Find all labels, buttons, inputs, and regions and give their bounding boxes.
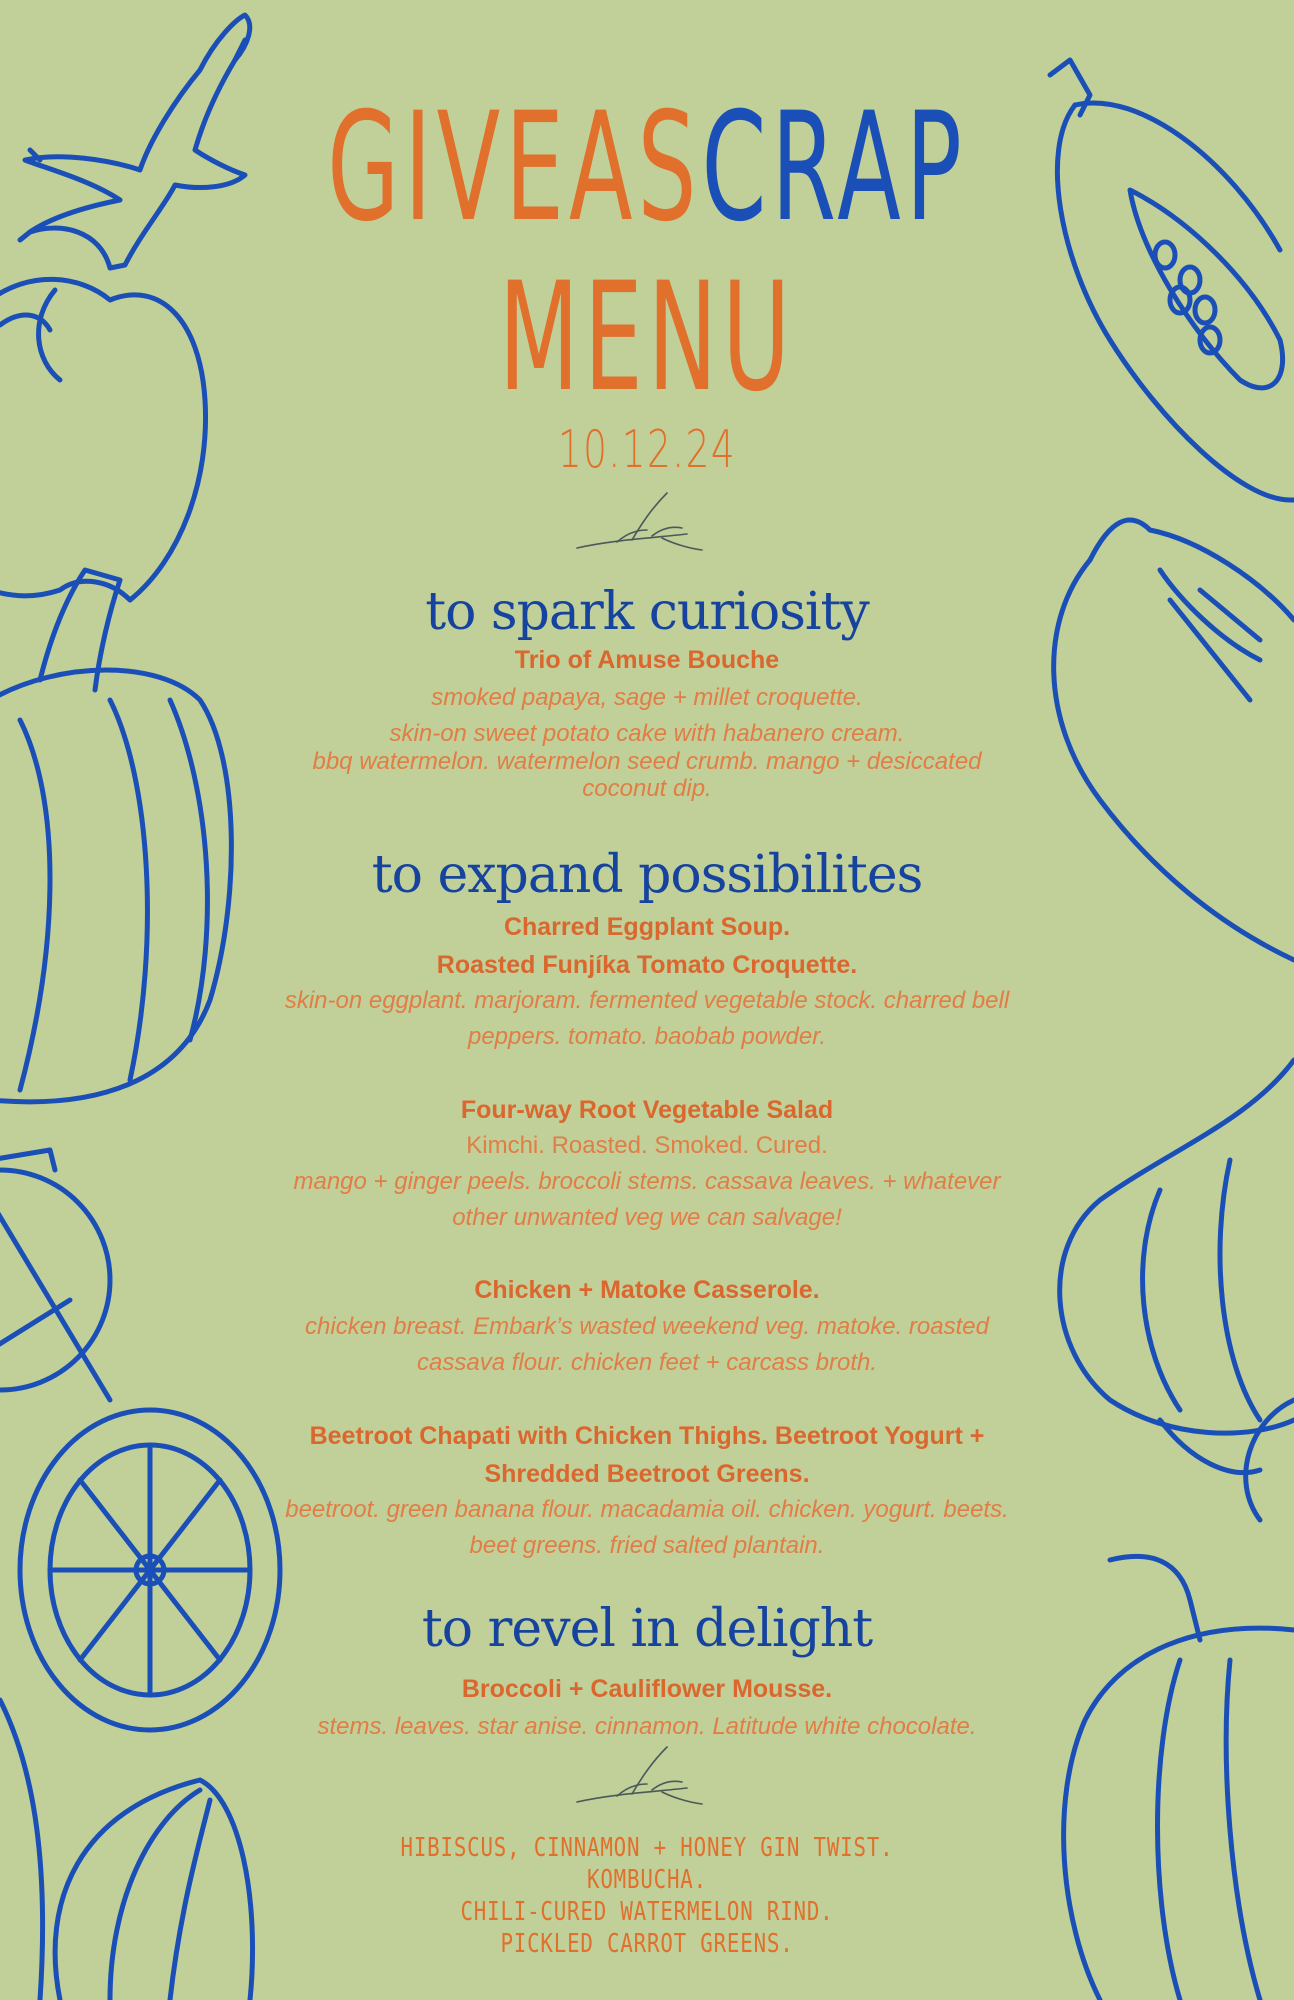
section-heading-spark-curiosity: to spark curiosity bbox=[425, 582, 869, 642]
drink-item: HIBISCUS, CINNAMON + HONEY GIN TWIST. bbox=[400, 1833, 894, 1863]
drink-item: KOMBUCHA. bbox=[587, 1865, 707, 1895]
menu-title-line1 bbox=[246, 81, 1048, 255]
title-part-crap: CRAP bbox=[701, 81, 967, 255]
dish-root-vegetable-salad: Four-way Root Vegetable Salad bbox=[460, 1096, 834, 1124]
dish-description-line: chicken breast. Embark’s wasted weekend veg. matoke. roasted bbox=[305, 1313, 989, 1340]
menu-date: 10.12.24 bbox=[557, 420, 737, 480]
dish-description-line: coconut dip. bbox=[582, 775, 712, 802]
dish-subtitle: Kimchi. Roasted. Smoked. Cured. bbox=[466, 1132, 828, 1159]
drink-item: CHILI-CURED WATERMELON RIND. bbox=[460, 1897, 834, 1927]
apple-illustration bbox=[0, 279, 206, 600]
dish-tomato-croquette: Roasted Funjíka Tomato Croquette. bbox=[436, 951, 858, 979]
drink-item: PICKLED CARROT GREENS. bbox=[500, 1929, 794, 1959]
dish-beetroot-chapati: Beetroot Chapati with Chicken Thighs. Beetroot Yogurt + bbox=[309, 1422, 985, 1450]
dish-beetroot-chapati-line2: Shredded Beetroot Greens. bbox=[484, 1460, 810, 1488]
dish-description-line: other unwanted veg we can salvage! bbox=[452, 1204, 842, 1231]
dish-description-line: skin-on eggplant. marjoram. fermented vegetable stock. charred bell bbox=[284, 987, 1010, 1014]
dish-description-line: smoked papaya, sage + millet croquette. bbox=[431, 684, 863, 711]
dish-description-line: beet greens. fried salted plantain. bbox=[469, 1532, 825, 1559]
sprig-divider-top bbox=[572, 488, 712, 558]
dish-chicken-matoke-casserole: Chicken + Matoke Casserole. bbox=[474, 1276, 820, 1304]
section-heading-expand-possibilites: to expand possibilites bbox=[371, 845, 923, 905]
dish-trio-amuse-bouche: Trio of Amuse Bouche bbox=[514, 646, 780, 674]
dish-description-line: bbq watermelon. watermelon seed crumb. mango + desiccated bbox=[312, 748, 982, 775]
dish-broccoli-cauliflower-mousse: Broccoli + Cauliflower Mousse. bbox=[461, 1675, 833, 1703]
title-part-giveas: GIVEAS bbox=[327, 81, 702, 255]
menu-title-line2: MENU bbox=[498, 251, 796, 425]
sprig-divider-bottom bbox=[572, 1742, 712, 1812]
dish-description-line: stems. leaves. star anise. cinnamon. Latitude white chocolate. bbox=[317, 1713, 977, 1740]
dish-charred-eggplant-soup: Charred Eggplant Soup. bbox=[503, 913, 791, 941]
dish-description-line: skin-on sweet potato cake with habanero cream. bbox=[389, 720, 905, 747]
chicken-foot-illustration bbox=[20, 15, 250, 268]
dish-description-line: cassava flour. chicken feet + carcass broth. bbox=[417, 1349, 877, 1376]
section-heading-revel-in-delight: to revel in delight bbox=[421, 1599, 873, 1659]
dish-description-line: beetroot. green banana flour. macadamia oil. chicken. yogurt. beets. bbox=[285, 1496, 1009, 1523]
dish-description-line: mango + ginger peels. broccoli stems. cassava leaves. + whatever bbox=[293, 1168, 1001, 1195]
dish-description-line: peppers. tomato. baobab powder. bbox=[467, 1023, 827, 1050]
